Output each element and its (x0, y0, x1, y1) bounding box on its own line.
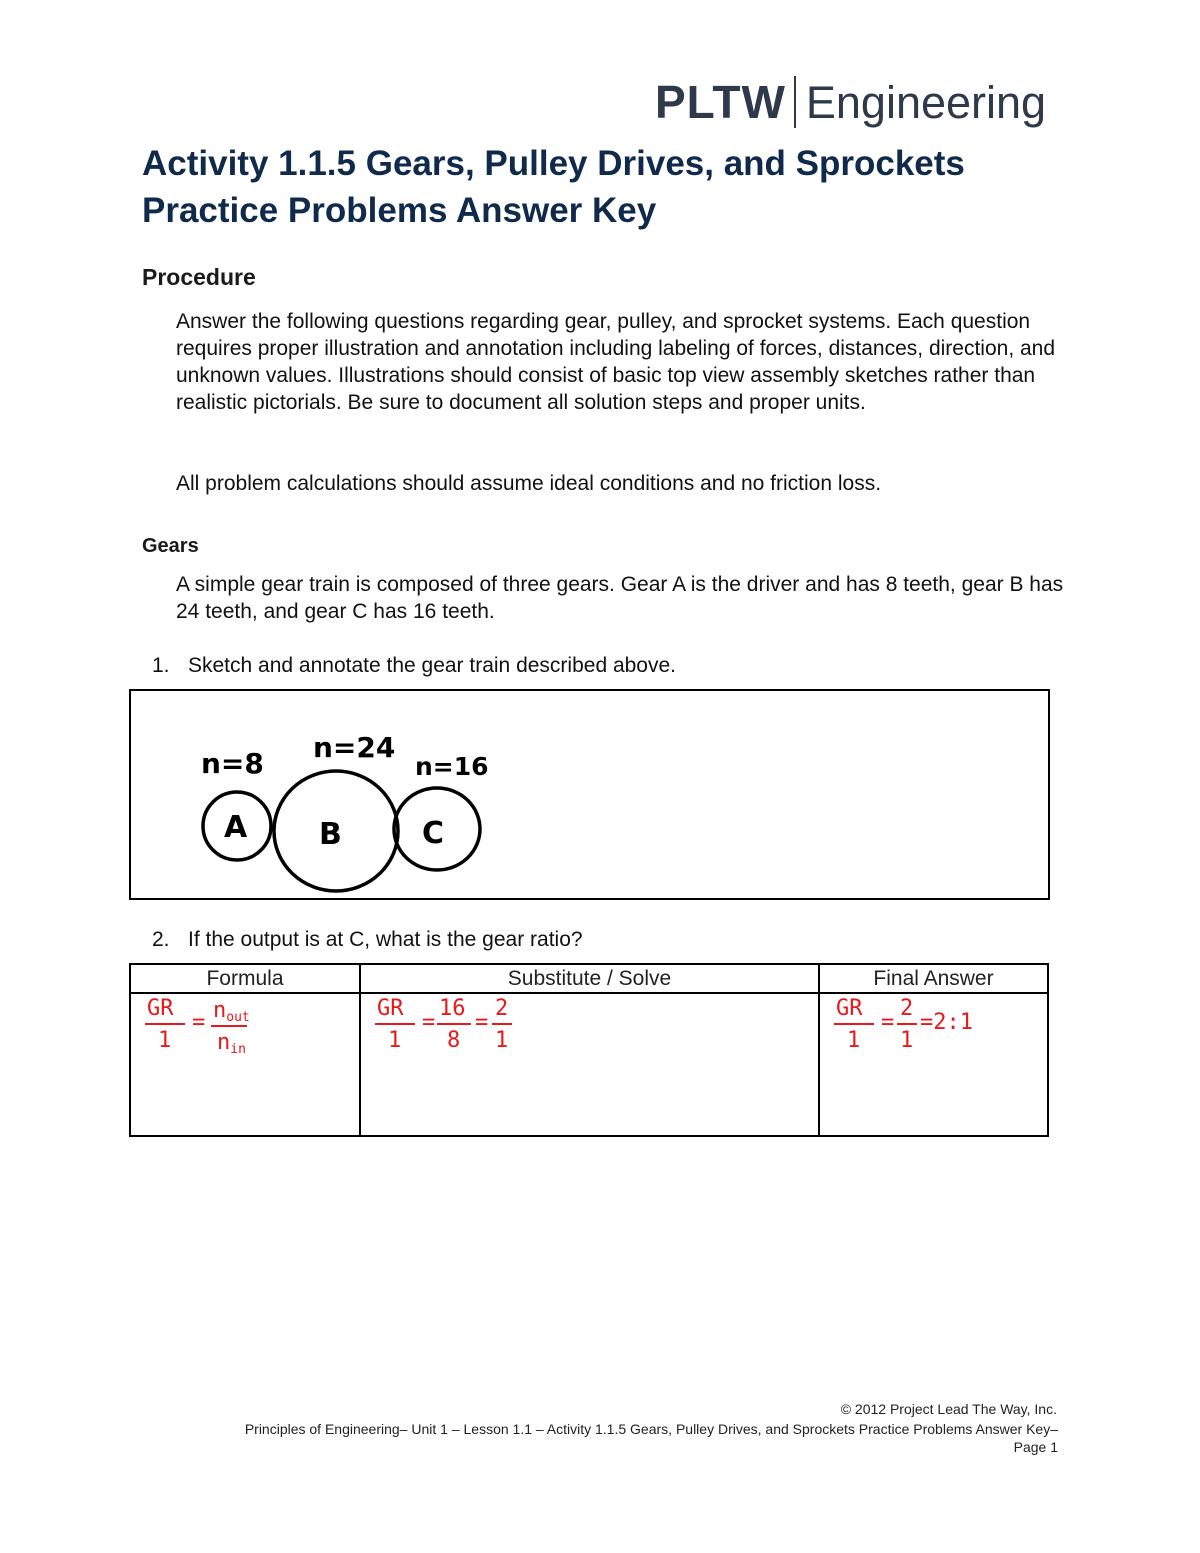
gears-heading: Gears (142, 535, 199, 557)
solve-equals-2: = (475, 1010, 489, 1035)
gears-intro: A simple gear train is composed of three gears. Gear A is the driver and has 8 teeth, gear B has 24 teeth, and gear C has 16 teeth. (176, 573, 1064, 623)
final-equals: = (881, 1010, 895, 1035)
answer-table (129, 963, 1049, 1137)
gear-sketch-box (129, 689, 1050, 900)
final-one: 1 (847, 1028, 861, 1053)
formula-equals: = (192, 1010, 206, 1035)
solve-gr: GR (377, 996, 404, 1021)
final-gr: GR (836, 996, 863, 1021)
assumption-paragraph: All problem calculations should assume ideal conditions and no friction loss. (176, 472, 882, 495)
footer-copyright: © 2012 Project Lead The Way, Inc. (840, 1401, 1057, 1417)
final-den-1: 1 (900, 1028, 914, 1053)
question-2 (152, 926, 583, 953)
solve-fraction-bar (375, 1023, 415, 1025)
gear-train-sketch (131, 691, 1048, 898)
formula-math (131, 994, 359, 1134)
formula-denominator: $n_{in}$ (217, 1030, 246, 1057)
formula-gr: GR (147, 996, 174, 1021)
gear-b-label: B (319, 817, 342, 852)
question-1-number: 1. (152, 654, 170, 677)
table-header-row (130, 964, 1048, 993)
footer-course-line (142, 1420, 1058, 1456)
table-row (130, 993, 1048, 1136)
solve-den-1: 1 (495, 1028, 509, 1053)
gear-c-teeth-label: n=16 (415, 752, 489, 781)
final-answer-cell (819, 993, 1048, 1136)
question-2-number: 2. (152, 928, 170, 951)
header-substitute-solve: Substitute / Solve (360, 964, 819, 993)
page-title: Activity 1.1.5 Gears, Pulley Drives, and Sprockets Practice Problems Answer Key (142, 144, 965, 230)
procedure-paragraph: Answer the following questions regarding gear, pulley, and sprocket systems. Each question requires proper illustration and annotation including labeling of forces, distances, direction, and unknown values. Illustrations should consist of basic top view assembly sketches rather than realistic pictorials. Be sure to document all solution steps and proper units. (176, 310, 1056, 414)
footer-course-text: Principles of Engineering– Unit 1 – Lesson 1.1 – Activity 1.1.5 Gears, Pulley Drives, and Sprockets Practice Problems Answer Key– (244, 1421, 1058, 1437)
logo-brand: PLTW (655, 76, 786, 128)
gear-a-label: A (224, 810, 248, 845)
gear-c-label: C (422, 816, 445, 851)
solve-equals-1: = (422, 1010, 436, 1035)
gear-b-teeth-label: n=24 (313, 731, 396, 764)
solve-num-2: 2 (495, 996, 509, 1021)
final-fraction-bar-2 (897, 1023, 917, 1025)
formula-numerator: $n_{out}$ (213, 998, 250, 1025)
final-result: =2:1 (920, 1010, 973, 1035)
solve-math (361, 994, 818, 1134)
solve-fraction-bar-3 (492, 1023, 512, 1025)
question-1-text: Sketch and annotate the gear train described above. (188, 654, 677, 677)
formula-cell (130, 993, 360, 1136)
logo-word: Engineering (805, 76, 1047, 128)
footer-page-number: Page 1 (1013, 1439, 1058, 1455)
formula-fraction-bar-2 (211, 1025, 247, 1027)
solve-den-8: 8 (447, 1028, 461, 1053)
pltw-engineering-logo (655, 74, 1046, 130)
logo-divider (794, 76, 796, 128)
final-num-2: 2 (900, 996, 914, 1021)
solve-num-16: 16 (439, 996, 466, 1021)
solve-one: 1 (388, 1028, 402, 1053)
procedure-heading: Procedure (142, 264, 256, 290)
question-2-text: If the output is at C, what is the gear ratio? (188, 928, 583, 951)
gear-a-teeth-label: n=8 (201, 747, 264, 780)
header-final-answer: Final Answer (819, 964, 1048, 993)
solve-fraction-bar-2 (437, 1023, 471, 1025)
final-math (820, 994, 1047, 1134)
formula-one: 1 (158, 1028, 172, 1053)
header-formula: Formula (130, 964, 360, 993)
question-1 (152, 652, 676, 679)
formula-fraction-bar (145, 1023, 185, 1025)
final-fraction-bar (834, 1023, 874, 1025)
solve-cell (360, 993, 819, 1136)
